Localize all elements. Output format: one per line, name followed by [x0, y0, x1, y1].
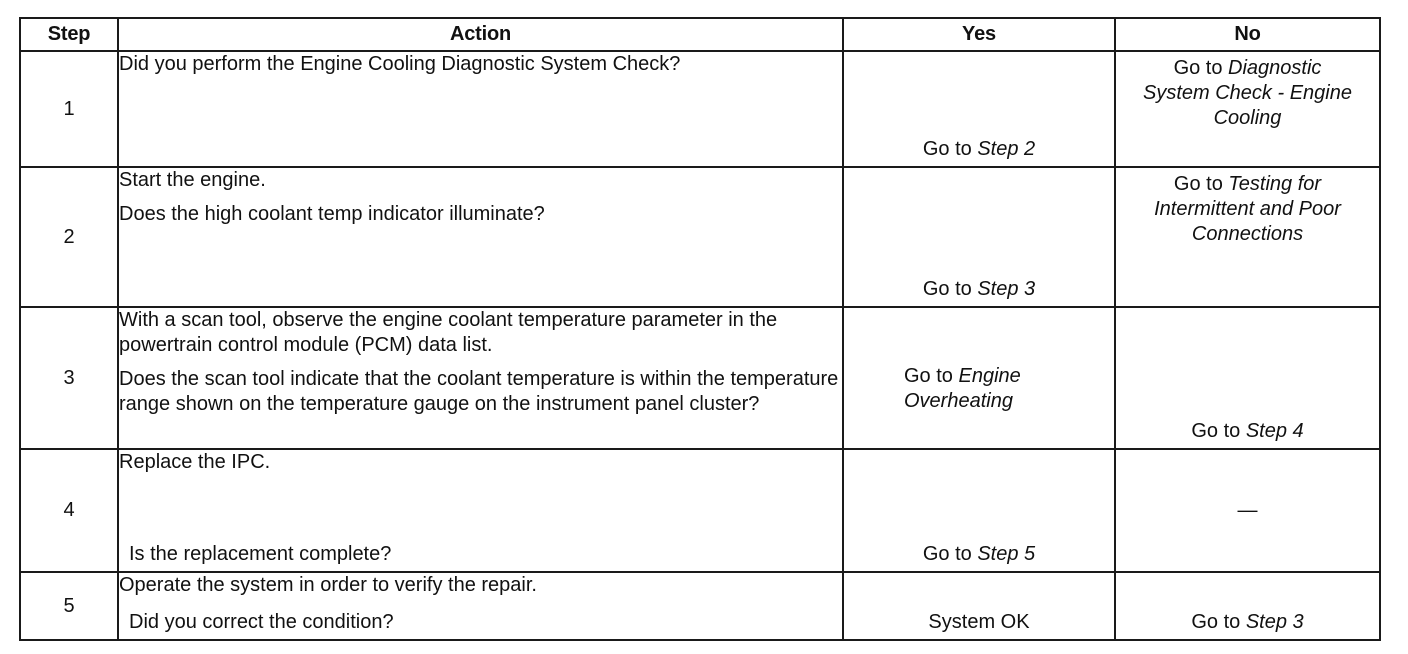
no-goto[interactable]: [1116, 610, 1379, 635]
action-question: Does the high coolant temp indicator illuminate?: [119, 203, 545, 225]
action-question: Is the replacement complete?: [129, 543, 392, 565]
action-cell: [118, 449, 843, 572]
header-no: No: [1115, 18, 1380, 51]
action-question: Does the scan tool indicate that the coolant temperature is within the temperature range shown on the temperature gauge on the instrument panel cluster?: [119, 368, 839, 415]
header-row: [20, 18, 1380, 51]
header-yes: Yes: [843, 18, 1115, 51]
goto-prefix: Go to: [1173, 57, 1223, 79]
action-cell: [118, 572, 843, 640]
action-text: With a scan tool, observe the engine coolant temperature parameter in the powertrain control module (PCM) data list.: [119, 309, 778, 356]
no-goto[interactable]: [1116, 172, 1379, 247]
table-row: [20, 51, 1380, 167]
yes-goto[interactable]: [904, 364, 1114, 414]
header-action: Action: [118, 18, 843, 51]
yes-cell: [843, 572, 1115, 640]
goto-prefix: Go to: [1191, 420, 1241, 442]
goto-link[interactable]: Step 3: [1245, 611, 1304, 633]
step-number: 1: [20, 51, 118, 167]
diagnostic-table: [19, 17, 1381, 641]
action-question: Did you correct the condition?: [129, 611, 394, 633]
yes-cell: [843, 307, 1115, 449]
yes-cell: [843, 167, 1115, 307]
goto-link[interactable]: Step 4: [1245, 420, 1304, 442]
goto-link[interactable]: Step 2: [977, 138, 1036, 160]
action-text: Replace the IPC.: [119, 451, 271, 473]
step-number: 5: [20, 572, 118, 640]
goto-link[interactable]: Engine: [958, 365, 1021, 388]
goto-prefix: Go to: [922, 138, 972, 160]
goto-link[interactable]: Step 3: [977, 278, 1036, 300]
goto-link[interactable]: Intermittent and Poor: [1154, 198, 1341, 220]
yes-cell: [843, 51, 1115, 167]
action-cell: [118, 307, 843, 449]
goto-prefix: Go to: [904, 365, 953, 388]
step-number: 4: [20, 449, 118, 572]
action-text: Did you perform the Engine Cooling Diagnostic System Check?: [119, 53, 681, 75]
goto-prefix: Go to: [922, 543, 972, 565]
action-cell: [118, 51, 843, 167]
table-row: [20, 449, 1380, 572]
goto-link[interactable]: Step 5: [977, 543, 1036, 565]
no-cell: [1115, 572, 1380, 640]
table-row: [20, 307, 1380, 449]
result-text: System OK: [928, 611, 1030, 633]
no-goto[interactable]: [1116, 419, 1379, 444]
no-cell: [1115, 307, 1380, 449]
no-cell: [1115, 449, 1380, 572]
goto-link[interactable]: Connections: [1191, 223, 1304, 245]
yes-goto[interactable]: [844, 277, 1114, 302]
yes-cell: [843, 449, 1115, 572]
goto-prefix: Go to: [922, 278, 972, 300]
goto-link[interactable]: Engine Cooling: [1213, 82, 1352, 129]
goto-link[interactable]: Diagnostic: [1228, 57, 1322, 79]
step-number: 3: [20, 307, 118, 449]
table-row: [20, 167, 1380, 307]
goto-link[interactable]: System Check -: [1143, 82, 1285, 104]
yes-result: [844, 610, 1114, 635]
yes-goto[interactable]: [844, 137, 1114, 162]
no-cell: [1115, 167, 1380, 307]
goto-prefix: Go to: [1191, 611, 1241, 633]
yes-goto[interactable]: [844, 542, 1114, 567]
action-text: Operate the system in order to verify the repair.: [119, 574, 537, 596]
goto-prefix: Go to: [1173, 173, 1223, 195]
header-step: Step: [20, 18, 118, 51]
dash-text: —: [1237, 499, 1258, 521]
table-row: [20, 572, 1380, 640]
step-number: 2: [20, 167, 118, 307]
action-cell: [118, 167, 843, 307]
goto-link[interactable]: Testing for: [1228, 173, 1322, 195]
no-dash: [1116, 498, 1379, 523]
no-goto[interactable]: [1116, 56, 1379, 131]
action-text: Start the engine.: [119, 169, 266, 191]
no-cell: [1115, 51, 1380, 167]
goto-link[interactable]: Overheating: [904, 390, 1013, 413]
